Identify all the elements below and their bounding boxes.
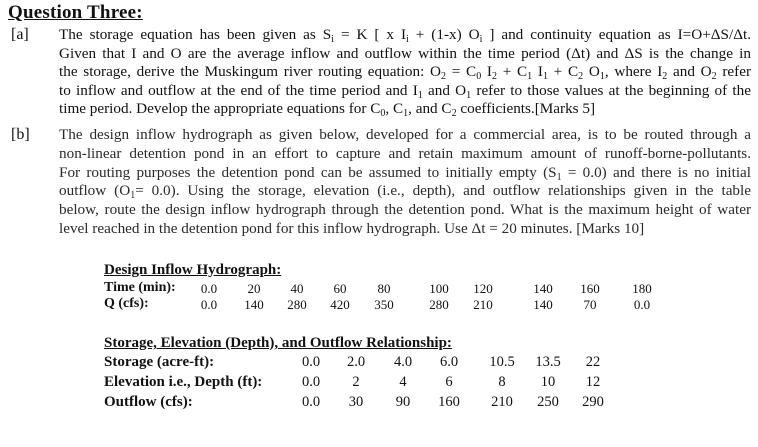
text-line <box>59 100 751 119</box>
q-cell: 420 <box>330 297 350 312</box>
question-heading: Question Three: <box>8 2 143 23</box>
text-run: Given that I and O are the average inflow and outflow within the time period (Δt) and ΔS is the change in <box>59 44 751 62</box>
time-cell: 80 <box>377 281 391 296</box>
subscript: 1 <box>417 89 423 101</box>
subscript: i <box>331 34 334 45</box>
part-b-label: [b] <box>11 126 30 143</box>
outflow-cell: 210 <box>491 394 513 410</box>
q-cell: 280 <box>287 297 307 312</box>
subscript: 1 <box>403 108 409 120</box>
time-cell: 140 <box>533 281 553 296</box>
q-cell: 0.0 <box>200 297 218 312</box>
elevation-cell: 2 <box>352 374 360 390</box>
subscript: i <box>406 34 409 45</box>
text-line <box>59 82 751 101</box>
subscript: i <box>479 34 483 45</box>
text-run: and O <box>667 63 712 81</box>
text-run: to inflow and outflow at the end of the time period and I <box>59 81 418 99</box>
text-run: = 0.0) and there is no initial <box>561 163 751 181</box>
text-run: O <box>583 63 600 81</box>
storage-cell: 22 <box>585 354 601 370</box>
text-run: I <box>481 63 492 81</box>
subscript: 1 <box>466 89 472 101</box>
elevation-cell: 8 <box>498 374 506 390</box>
subscript: 1 <box>527 71 533 83</box>
storage-cell: 6.0 <box>439 354 459 370</box>
text-line <box>59 201 751 220</box>
text-run: non-linear detention pond in an effort to capture and retain maximum amount of runoff-borne-pollutants. <box>59 144 751 162</box>
subscript: 1 <box>556 171 562 183</box>
time-cell: 60 <box>333 281 347 296</box>
text-run: below, route the design inflow hydrograph through the detention pond. What is the maximum height of water <box>59 201 751 219</box>
text-run: refer to those values at the beginning of the <box>471 81 751 99</box>
text-run: + C <box>496 63 528 81</box>
text-run: refer <box>716 63 752 81</box>
time-cell: 100 <box>429 281 449 296</box>
elevation-cell: 12 <box>585 374 601 390</box>
text-run: The storage equation has been given as S <box>59 26 332 43</box>
q-cell: 280 <box>429 297 449 312</box>
part-b-paragraph <box>59 126 751 239</box>
q-cell: 210 <box>473 297 493 312</box>
subscript: 2 <box>711 71 717 83</box>
time-cell: 160 <box>580 281 600 296</box>
subscript: 1 <box>130 190 136 202</box>
time-cell: 180 <box>632 281 652 296</box>
text-run: ] and continuity equation as I=O+ΔS/Δt. <box>482 26 751 43</box>
text-run: the storage, derive the Muskingum river routing equation: O <box>59 63 442 81</box>
text-run: + C <box>547 63 579 81</box>
outflow-cell: 0.0 <box>301 394 321 410</box>
subscript: 2 <box>491 71 497 83</box>
text-run: and O <box>422 81 467 99</box>
q-cell: 70 <box>583 297 597 312</box>
text-line <box>59 45 751 64</box>
q-cell: 350 <box>374 297 394 312</box>
text-run: I <box>532 63 543 81</box>
time-cell: 40 <box>290 281 304 296</box>
text-line <box>59 126 751 145</box>
text-run: + (1-x) O <box>408 26 480 43</box>
elevation-cell: 4 <box>399 374 407 390</box>
text-line <box>59 145 751 164</box>
time-cell: 120 <box>473 281 493 296</box>
text-run: level reached in the detention pond for this inflow hydrograph. Use Δt = 20 minutes. [Marks 10] <box>59 219 645 237</box>
storage-cell: 2.0 <box>346 354 366 370</box>
text-line <box>59 63 751 82</box>
text-run: outflow (O <box>59 182 131 200</box>
part-a-paragraph <box>59 26 751 119</box>
text-line <box>59 182 751 201</box>
subscript: 1 <box>599 71 605 83</box>
q-row-label: Q (cfs): <box>104 296 149 311</box>
storage-cell: 4.0 <box>393 354 413 370</box>
text-run: time period. Develop the appropriate equations for C <box>59 100 381 118</box>
q-cell: 140 <box>244 297 264 312</box>
subscript: 1 <box>542 71 548 83</box>
q-cell: 0.0 <box>633 297 651 312</box>
q-cell: 140 <box>533 297 553 312</box>
text-run: The design inflow hydrograph as given below, developed for a commercial area, is to be routed through a <box>59 126 751 143</box>
text-run: = C <box>446 63 477 81</box>
text-line <box>59 164 751 183</box>
text-run: , and C <box>408 100 452 118</box>
outflow-row-label: Outflow (cfs): <box>104 394 193 410</box>
elevation-cell: 6 <box>445 374 453 390</box>
time-cell: 0.0 <box>200 281 218 296</box>
storage-cell: 0.0 <box>301 354 321 370</box>
outflow-cell: 290 <box>582 394 604 410</box>
text-line <box>59 26 751 45</box>
elevation-cell: 0.0 <box>301 374 321 390</box>
subscript: 0 <box>476 71 482 83</box>
subscript: 0 <box>380 108 386 120</box>
relationship-title: Storage, Elevation (Depth), and Outflow Relationship: <box>104 335 452 351</box>
subscript: 2 <box>578 71 584 83</box>
outflow-cell: 250 <box>537 394 559 410</box>
text-run: = K [ x I <box>334 26 407 43</box>
time-cell: 20 <box>247 281 261 296</box>
storage-cell: 13.5 <box>535 354 561 370</box>
text-run: , C <box>385 100 404 118</box>
outflow-cell: 160 <box>438 394 460 410</box>
text-run: = 0.0). Using the storage, elevation (i.e., depth), and outflow relationships given in the table <box>135 182 751 200</box>
text-run: For routing purposes the detention pond can be assumed to initially empty (S <box>59 163 557 181</box>
storage-cell: 10.5 <box>489 354 515 370</box>
time-row-label: Time (min): <box>104 280 176 295</box>
elevation-row-label: Elevation i.e., Depth (ft): <box>104 374 263 390</box>
text-line <box>59 220 751 239</box>
elevation-cell: 10 <box>540 374 556 390</box>
text-run: coefficients.[Marks 5] <box>456 100 596 118</box>
subscript: 2 <box>441 71 447 83</box>
subscript: 2 <box>451 108 457 120</box>
outflow-cell: 90 <box>395 394 411 410</box>
outflow-cell: 30 <box>348 394 364 410</box>
text-run: , where I <box>604 63 663 81</box>
hydrograph-title: Design Inflow Hydrograph: <box>104 262 282 278</box>
subscript: 2 <box>662 71 668 83</box>
part-a-label: [a] <box>11 26 29 43</box>
storage-row-label: Storage (acre-ft): <box>104 354 215 370</box>
